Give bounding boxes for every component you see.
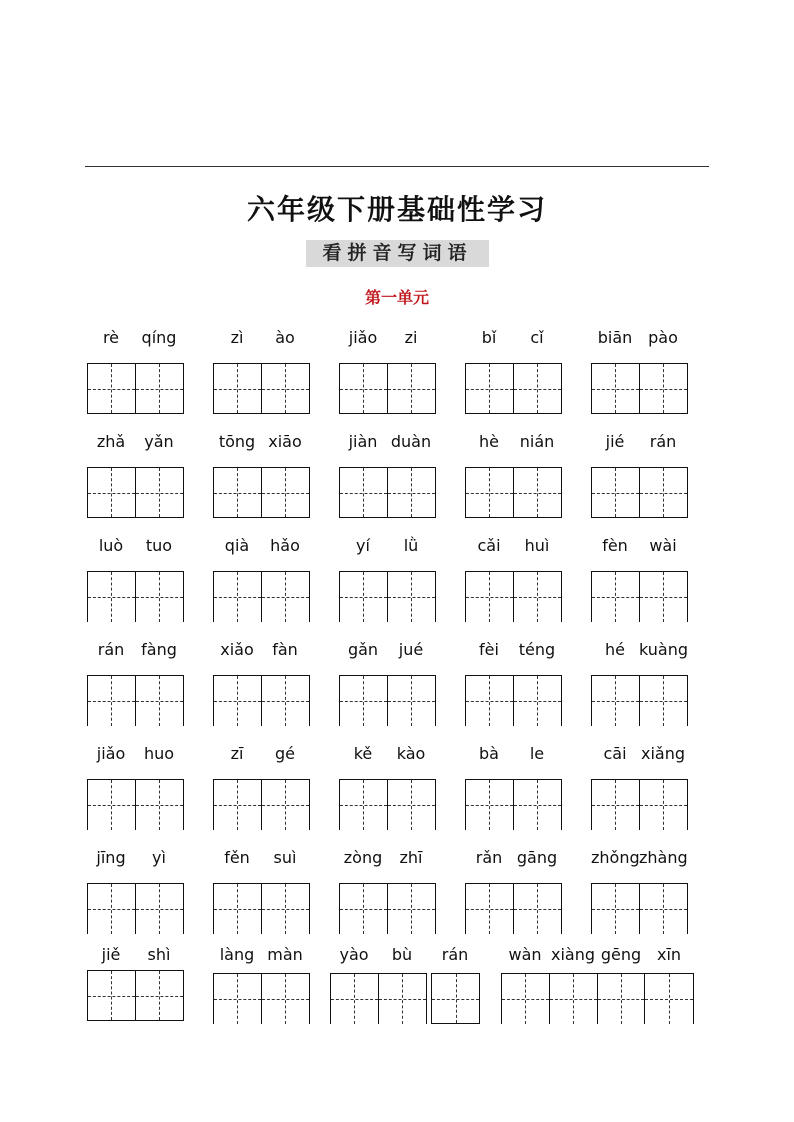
tianzige-cell[interactable]: [592, 468, 640, 517]
writing-grid[interactable]: [87, 571, 184, 622]
tianzige-cell[interactable]: [432, 974, 479, 1023]
writing-grid[interactable]: [339, 883, 436, 934]
pinyin-label: rán: [441, 945, 469, 964]
tianzige-cell[interactable]: [640, 468, 688, 517]
tianzige-cell[interactable]: [262, 364, 310, 413]
pinyin-label: zhǒng: [591, 848, 640, 867]
writing-grid[interactable]: [465, 779, 562, 830]
tianzige-cell[interactable]: [88, 780, 136, 830]
pinyin-label: jiǎo: [96, 744, 126, 763]
tianzige-cell[interactable]: [592, 364, 640, 413]
pinyin-label: jīng: [96, 848, 126, 867]
tianzige-cell[interactable]: [214, 676, 262, 726]
writing-grid[interactable]: [339, 467, 436, 518]
tianzige-cell[interactable]: [550, 974, 598, 1024]
writing-grid[interactable]: [87, 779, 184, 830]
tianzige-cell[interactable]: [592, 884, 640, 934]
pinyin-label: shì: [147, 945, 171, 964]
writing-grid[interactable]: [330, 973, 427, 1024]
tianzige-cell[interactable]: [514, 780, 562, 830]
pinyin-label: duàn: [390, 432, 432, 451]
tianzige-cell[interactable]: [136, 676, 184, 726]
pinyin-label: luò: [98, 536, 124, 555]
tianzige-cell[interactable]: [214, 974, 262, 1024]
writing-grid[interactable]: [501, 973, 694, 1024]
writing-grid[interactable]: [465, 883, 562, 934]
pinyin-label: gǎn: [347, 640, 379, 659]
pinyin-label: zi: [404, 328, 418, 347]
tianzige-cell[interactable]: [592, 572, 640, 622]
pinyin-label: rán: [97, 640, 125, 659]
pinyin-label: suì: [273, 848, 297, 867]
pinyin-label: kuàng: [639, 640, 689, 659]
tianzige-cell[interactable]: [466, 572, 514, 622]
tianzige-cell[interactable]: [466, 780, 514, 830]
pinyin-label: jiàn: [348, 432, 378, 451]
writing-grid[interactable]: [87, 467, 184, 518]
tianzige-cell[interactable]: [466, 884, 514, 934]
pinyin-label: fěn: [224, 848, 250, 867]
tianzige-cell[interactable]: [88, 468, 136, 517]
pinyin-label: zhàng: [639, 848, 688, 867]
writing-grid[interactable]: [591, 467, 688, 518]
tianzige-cell[interactable]: [136, 364, 184, 413]
tianzige-cell[interactable]: [640, 364, 688, 413]
writing-grid[interactable]: [465, 363, 562, 414]
pinyin-label: biān: [597, 328, 633, 347]
pinyin-label: tuo: [145, 536, 173, 555]
pinyin-label: xiàng: [550, 945, 595, 964]
pinyin-label: zòng: [343, 848, 383, 867]
tianzige-cell[interactable]: [340, 364, 388, 413]
tianzige-cell[interactable]: [592, 676, 640, 726]
writing-grid[interactable]: [213, 467, 310, 518]
pinyin-label: zì: [230, 328, 244, 347]
tianzige-cell[interactable]: [466, 364, 514, 413]
pinyin-label: làng: [219, 945, 255, 964]
pinyin-label: fàn: [272, 640, 298, 659]
tianzige-cell[interactable]: [88, 971, 136, 1020]
pinyin-label: jué: [398, 640, 424, 659]
tianzige-cell[interactable]: [340, 780, 388, 830]
pinyin-label: gé: [275, 744, 295, 763]
tianzige-cell[interactable]: [379, 974, 427, 1024]
writing-grid[interactable]: [465, 467, 562, 518]
pinyin-label: cǐ: [530, 328, 544, 347]
tianzige-cell[interactable]: [214, 572, 262, 622]
writing-grid[interactable]: [87, 883, 184, 934]
tianzige-cell[interactable]: [640, 884, 688, 934]
pinyin-label: fèi: [479, 640, 499, 659]
pinyin-label: huo: [143, 744, 175, 763]
tianzige-cell[interactable]: [136, 468, 184, 517]
pinyin-label: tōng: [218, 432, 256, 451]
pinyin-label: màn: [267, 945, 303, 964]
tianzige-cell[interactable]: [262, 884, 310, 934]
section-title: 看拼音写词语: [306, 240, 489, 267]
pinyin-label: qíng: [141, 328, 177, 347]
tianzige-cell[interactable]: [388, 884, 436, 934]
pinyin-label: xiǎo: [220, 640, 254, 659]
pinyin-label: bù: [391, 945, 413, 964]
pinyin-label: hè: [479, 432, 499, 451]
tianzige-cell[interactable]: [592, 780, 640, 830]
tianzige-cell[interactable]: [88, 676, 136, 726]
tianzige-cell[interactable]: [388, 364, 436, 413]
pinyin-label: yǎn: [144, 432, 174, 451]
tianzige-cell[interactable]: [214, 884, 262, 934]
tianzige-cell[interactable]: [262, 572, 310, 622]
tianzige-cell[interactable]: [466, 676, 514, 726]
pinyin-label: zī: [230, 744, 244, 763]
pinyin-label: zhī: [399, 848, 423, 867]
pinyin-label: gēng: [600, 945, 642, 964]
pinyin-label: wàn: [508, 945, 542, 964]
pinyin-label: pào: [648, 328, 678, 347]
tianzige-cell[interactable]: [466, 468, 514, 517]
pinyin-label: kào: [396, 744, 426, 763]
pinyin-label: rè: [102, 328, 120, 347]
pinyin-label: xiǎng: [640, 744, 685, 763]
tianzige-cell[interactable]: [388, 676, 436, 726]
tianzige-cell[interactable]: [262, 468, 310, 517]
tianzige-cell[interactable]: [645, 974, 693, 1024]
tianzige-cell[interactable]: [214, 780, 262, 830]
tianzige-cell[interactable]: [640, 780, 688, 830]
unit-heading: 第一单元: [364, 288, 429, 307]
pinyin-label: bà: [479, 744, 499, 763]
pinyin-label: hé: [605, 640, 625, 659]
writing-grid[interactable]: [591, 363, 688, 414]
pinyin-label: ào: [275, 328, 295, 347]
page-title: 六年级下册基础性学习: [246, 193, 547, 226]
pinyin-label: jiǎo: [348, 328, 378, 347]
pinyin-label: gāng: [516, 848, 558, 867]
pinyin-label: rǎn: [475, 848, 503, 867]
pinyin-label: xiāo: [268, 432, 302, 451]
pinyin-label: bǐ: [481, 328, 497, 347]
tianzige-cell[interactable]: [514, 364, 562, 413]
tianzige-cell[interactable]: [640, 676, 688, 726]
tianzige-cell[interactable]: [514, 884, 562, 934]
writing-grid[interactable]: [213, 363, 310, 414]
writing-grid[interactable]: [213, 571, 310, 622]
writing-grid[interactable]: [465, 675, 562, 726]
writing-grid[interactable]: [213, 779, 310, 830]
tianzige-cell[interactable]: [262, 676, 310, 726]
writing-grid[interactable]: [87, 675, 184, 726]
pinyin-label: jié: [605, 432, 625, 451]
writing-grid[interactable]: [87, 970, 184, 1021]
pinyin-label: nián: [519, 432, 555, 451]
tianzige-cell[interactable]: [514, 572, 562, 622]
tianzige-cell[interactable]: [136, 971, 184, 1020]
pinyin-label: hǎo: [270, 536, 300, 555]
tianzige-cell[interactable]: [514, 676, 562, 726]
writing-grid[interactable]: [339, 571, 436, 622]
writing-grid[interactable]: [591, 675, 688, 726]
tianzige-cell[interactable]: [514, 468, 562, 517]
pinyin-label: le: [529, 744, 545, 763]
pinyin-label: cāi: [603, 744, 627, 763]
tianzige-cell[interactable]: [136, 780, 184, 830]
pinyin-label: jiě: [101, 945, 121, 964]
pinyin-label: wài: [649, 536, 677, 555]
writing-grid[interactable]: [87, 363, 184, 414]
tianzige-cell[interactable]: [340, 572, 388, 622]
pinyin-label: lǜ: [403, 536, 419, 555]
tianzige-cell[interactable]: [340, 676, 388, 726]
tianzige-cell[interactable]: [340, 884, 388, 934]
pinyin-label: cǎi: [477, 536, 501, 555]
pinyin-label: zhǎ: [96, 432, 126, 451]
tianzige-cell[interactable]: [136, 572, 184, 622]
tianzige-cell[interactable]: [388, 572, 436, 622]
tianzige-cell[interactable]: [88, 572, 136, 622]
writing-grid[interactable]: [591, 883, 688, 934]
pinyin-label: yào: [339, 945, 369, 964]
tianzige-cell[interactable]: [262, 974, 310, 1024]
tianzige-cell[interactable]: [502, 974, 550, 1024]
writing-grid[interactable]: [339, 363, 436, 414]
pinyin-label: fèn: [602, 536, 628, 555]
tianzige-cell[interactable]: [388, 468, 436, 517]
tianzige-cell[interactable]: [640, 572, 688, 622]
tianzige-cell[interactable]: [88, 884, 136, 934]
writing-grid[interactable]: [591, 571, 688, 622]
writing-grid[interactable]: [339, 675, 436, 726]
pinyin-label: xīn: [656, 945, 682, 964]
tianzige-cell[interactable]: [136, 884, 184, 934]
writing-grid[interactable]: [431, 973, 480, 1024]
tianzige-cell[interactable]: [214, 364, 262, 413]
tianzige-cell[interactable]: [598, 974, 646, 1024]
writing-grid[interactable]: [465, 571, 562, 622]
tianzige-cell[interactable]: [331, 974, 379, 1024]
tianzige-cell[interactable]: [214, 468, 262, 517]
header-rule: [85, 166, 709, 167]
pinyin-label: qià: [224, 536, 250, 555]
pinyin-label: yì: [152, 848, 166, 867]
writing-grid[interactable]: [591, 779, 688, 830]
tianzige-cell[interactable]: [340, 468, 388, 517]
writing-grid[interactable]: [339, 779, 436, 830]
pinyin-label: huì: [524, 536, 550, 555]
writing-grid[interactable]: [213, 883, 310, 934]
tianzige-cell[interactable]: [88, 364, 136, 413]
tianzige-cell[interactable]: [388, 780, 436, 830]
writing-grid[interactable]: [213, 973, 310, 1024]
pinyin-label: rán: [649, 432, 677, 451]
writing-grid[interactable]: [213, 675, 310, 726]
pinyin-label: kě: [353, 744, 373, 763]
tianzige-cell[interactable]: [262, 780, 310, 830]
pinyin-label: yí: [356, 536, 370, 555]
pinyin-label: fàng: [141, 640, 177, 659]
pinyin-label: téng: [518, 640, 556, 659]
